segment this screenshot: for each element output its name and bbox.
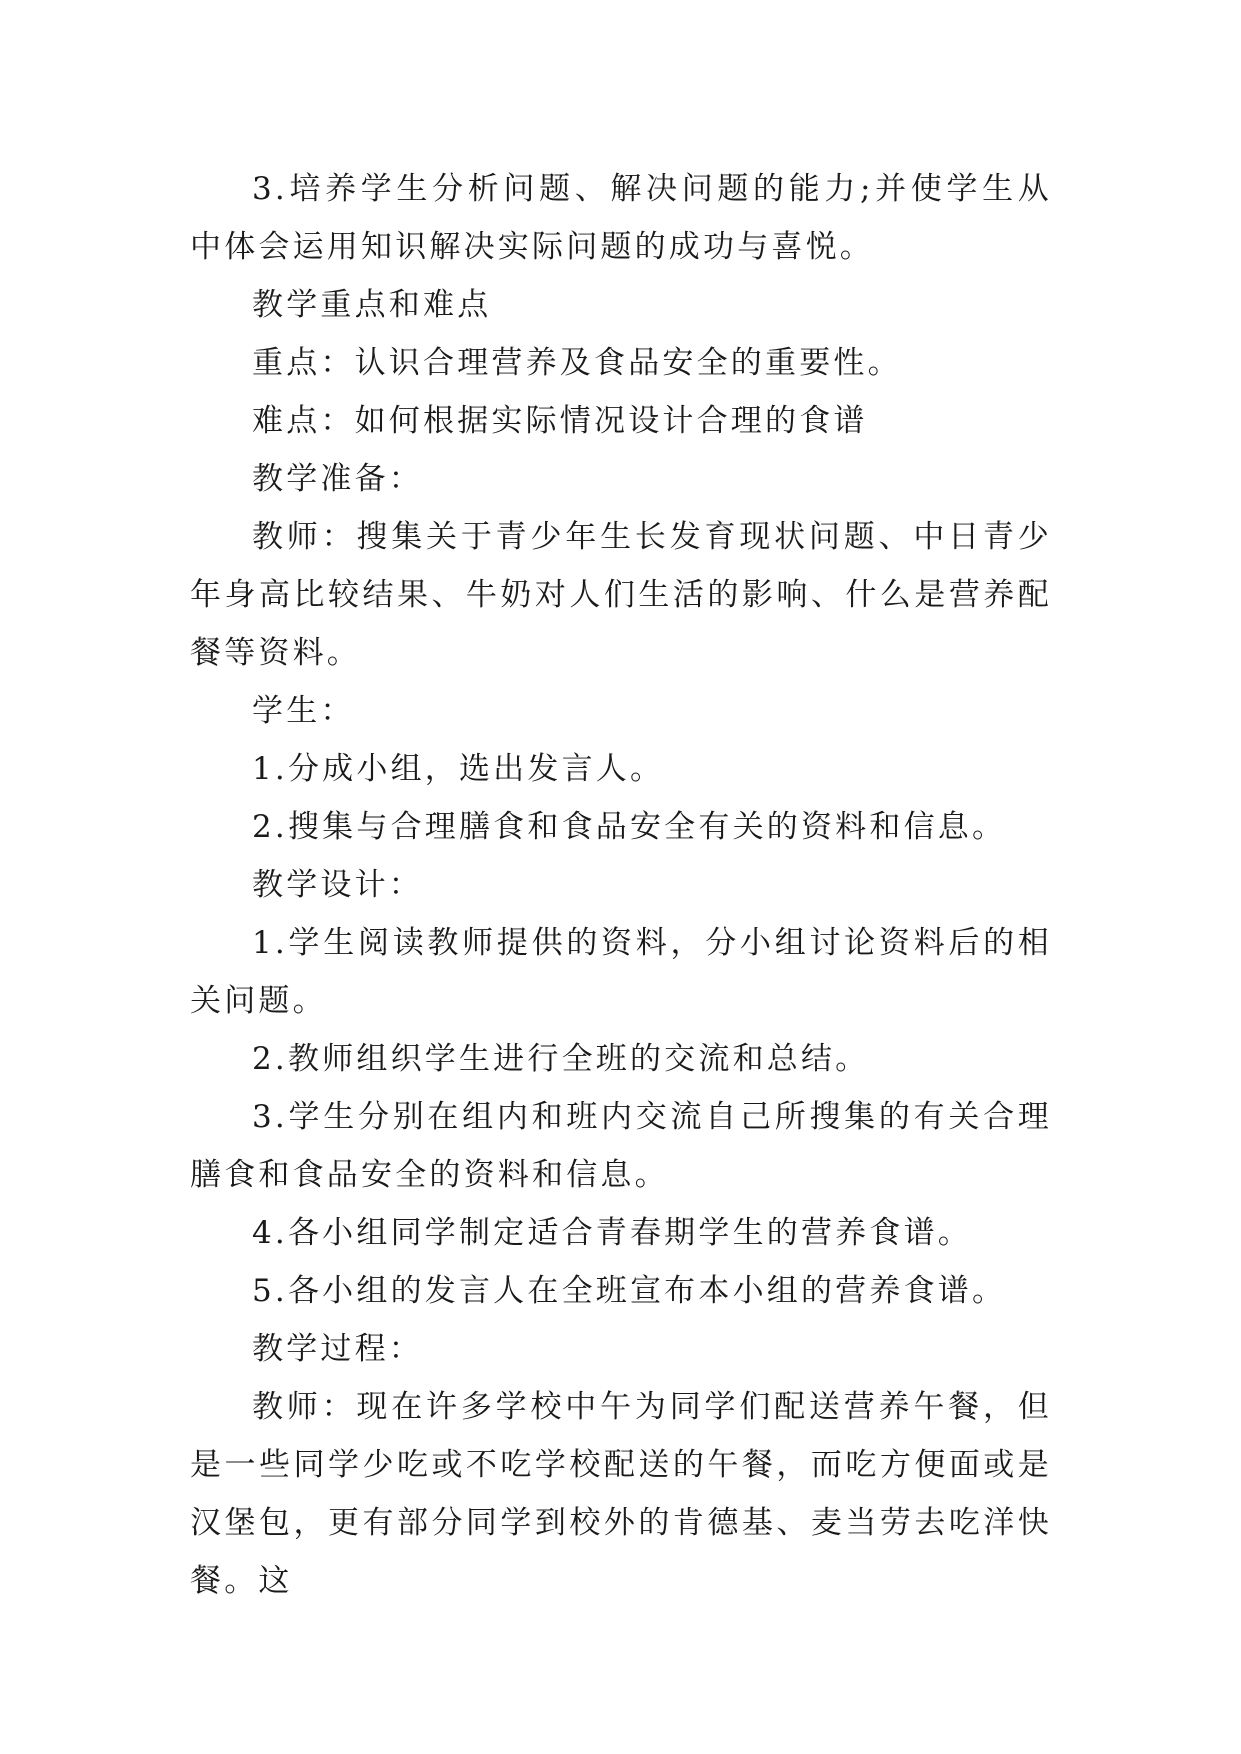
paragraph-teacher-preparation: 教师：搜集关于青少年生长发育现状问题、中日青少年身高比较结果、牛奶对人们生活的影响、什么是营养配餐等资料。 [190, 519, 1052, 671]
heading-preparation: 教学准备： [252, 461, 423, 497]
paragraph-key-point: 重点：认识合理营养及食品安全的重要性。 [252, 345, 902, 381]
heading-key-points: 教学重点和难点 [252, 287, 492, 323]
paragraph-student-task-1: 1.分成小组，选出发言人。 [252, 751, 665, 787]
heading-teaching-design: 教学设计： [252, 867, 423, 903]
paragraph-design-step-4: 4.各小组同学制定适合青春期学生的营养食谱。 [252, 1215, 972, 1251]
paragraph-difficult-point: 难点：如何根据实际情况设计合理的食谱 [252, 403, 868, 439]
heading-teaching-process: 教学过程： [252, 1331, 423, 1367]
paragraph-design-step-2: 2.教师组织学生进行全班的交流和总结。 [252, 1041, 870, 1077]
paragraph-design-step-1: 1.学生阅读教师提供的资料，分小组讨论资料后的相关问题。 [190, 925, 1052, 1019]
paragraph-design-step-5: 5.各小组的发言人在全班宣布本小组的营养食谱。 [252, 1273, 1007, 1309]
heading-students: 学生： [252, 693, 355, 729]
paragraph-teaching-process: 教师：现在许多学校中午为同学们配送营养午餐，但是一些同学少吃或不吃学校配送的午餐，而吃方便面或是汉堡包，更有部分同学到校外的肯德基、麦当劳去吃洋快餐。这 [190, 1389, 1052, 1599]
paragraph-design-step-3: 3.学生分别在组内和班内交流自己所搜集的有关合理膳食和食品安全的资料和信息。 [190, 1099, 1052, 1193]
paragraph-objective-3: 3.培养学生分析问题、解决问题的能力;并使学生从中体会运用知识解决实际问题的成功与喜悦。 [190, 171, 1052, 265]
paragraph-student-task-2: 2.搜集与合理膳食和食品安全有关的资料和信息。 [252, 809, 1007, 845]
